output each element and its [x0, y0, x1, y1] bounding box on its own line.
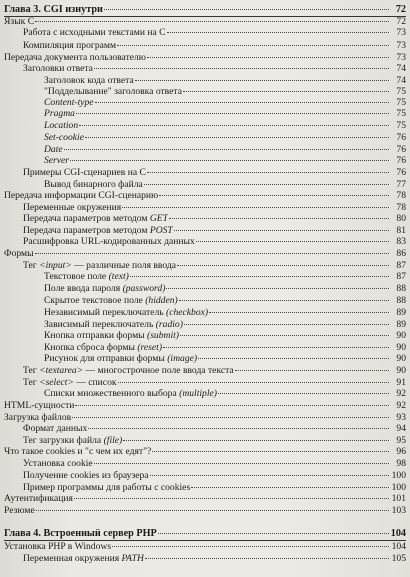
leader-dots [85, 137, 389, 138]
toc-entry-text: Язык С [4, 17, 35, 27]
toc-entry-title [4, 413, 71, 423]
toc-entry-title [23, 41, 116, 51]
toc-entry-text: Текстовое поле [44, 272, 109, 282]
leader-dots [135, 80, 389, 81]
toc-entry-title [23, 459, 93, 469]
toc-entry-text: Передача информации CGI-сценарию [4, 191, 159, 201]
toc-chapter-heading [0, 529, 410, 539]
toc-entry-title [23, 28, 166, 38]
toc-entry [0, 156, 410, 166]
leader-dots [112, 546, 389, 547]
toc-entry [0, 226, 410, 236]
toc-entry-title [44, 109, 75, 119]
toc-entry [0, 87, 410, 97]
toc-entry [0, 272, 410, 282]
toc-page-number: 73 [396, 27, 406, 38]
leader-dots [76, 113, 389, 114]
toc-entry [0, 296, 410, 306]
toc-entry-title [4, 191, 158, 201]
leader-dots [183, 91, 389, 92]
toc-entry-title [44, 121, 78, 131]
toc-entry-title [23, 378, 117, 388]
toc-page-number: 95 [396, 435, 406, 446]
leader-dots [95, 102, 389, 103]
toc-entry [0, 424, 410, 434]
toc-entry-text: Рисунок для отправки формы [44, 354, 168, 364]
toc-entry-text: Аутентификация [4, 494, 73, 504]
toc-page-number: 75 [396, 120, 406, 131]
toc-entry-emphasis: <textarea> [39, 366, 84, 376]
toc-entry-title [4, 249, 34, 259]
toc-page-number: 93 [396, 412, 406, 423]
toc-entry-text: Расшифровка URL-кодированных данных [23, 237, 195, 247]
toc-entry-tail: — список [73, 378, 117, 388]
leader-dots [64, 149, 389, 150]
leader-dots [167, 32, 389, 33]
toc-entry-title [23, 554, 144, 564]
toc-entry [0, 554, 410, 564]
toc-page-number: 90 [396, 353, 406, 364]
leader-dots [158, 533, 389, 534]
toc-entry-text: Кнопка сброса формы [44, 343, 138, 353]
toc-entry-text: Server [44, 156, 70, 166]
toc-entry [0, 354, 410, 364]
toc-entry [0, 261, 410, 271]
toc-page-number: 104 [391, 541, 406, 552]
leader-dots [35, 253, 389, 254]
toc-entry-text: Списки множественного выбора [44, 389, 180, 399]
toc-entry [0, 168, 410, 178]
toc-entry-emphasis: <select> [39, 378, 74, 388]
toc-entry-text: Передача параметров методом [23, 214, 150, 224]
toc-page-number: 75 [396, 97, 406, 108]
toc-page-number: 75 [396, 108, 406, 119]
toc-entry [0, 506, 410, 516]
leader-dots [177, 265, 389, 266]
toc-entry-title [23, 424, 87, 434]
toc-entry-title [23, 436, 122, 446]
leader-dots [191, 487, 389, 488]
toc-entry-title [44, 272, 129, 282]
toc-entry-title [23, 237, 195, 247]
toc-entry-emphasis: POST [149, 226, 173, 236]
toc-page-number: 90 [396, 342, 406, 353]
toc-entry-emphasis: (image) [167, 354, 198, 364]
toc-entry-text: Формы [4, 249, 34, 259]
toc-entry [0, 389, 410, 399]
toc-entry [0, 214, 410, 224]
toc-entry-text: Установка PHP в Windows [4, 542, 112, 552]
toc-page-number: 100 [391, 470, 406, 481]
leader-dots [79, 125, 389, 126]
toc-entry [0, 542, 410, 552]
leader-dots [184, 324, 389, 325]
leader-dots [174, 230, 389, 231]
toc-entry-title [44, 343, 162, 353]
toc-entry [0, 98, 410, 108]
toc-page-number: 103 [391, 505, 406, 516]
toc-entry [0, 459, 410, 469]
toc-entry-text: Тег [23, 366, 40, 376]
toc-page-number: 100 [391, 482, 406, 493]
toc-entry-text: Что такое cookies и "с чем их едят"? [4, 447, 152, 457]
toc-entry-text: Получение cookies из браузера [23, 471, 149, 481]
toc-entry-title [4, 5, 103, 15]
toc-entry [0, 343, 410, 353]
toc-entry-text: Передача параметров методом [23, 226, 150, 236]
leader-dots [75, 405, 389, 406]
toc-entry-text: Зависимый переключатель [44, 320, 156, 330]
toc-page-number: 72 [395, 4, 406, 15]
toc-page-number: 87 [396, 271, 406, 282]
toc-entry-text: Формат данных [23, 424, 88, 434]
toc-entry-title [4, 401, 74, 411]
toc-page-number: 76 [396, 167, 406, 178]
leader-dots [94, 463, 389, 464]
toc-entry-title [44, 180, 143, 190]
toc-entry-emphasis: (reset) [137, 343, 163, 353]
toc-entry-text: Location [44, 121, 79, 131]
leader-dots [196, 241, 389, 242]
toc-entry-text: Глава 3. CGI изнутри [4, 5, 103, 15]
toc-entry [0, 249, 410, 259]
leader-dots [130, 276, 389, 277]
leader-dots [70, 160, 389, 161]
leader-dots [166, 288, 389, 289]
toc-entry-emphasis: GET [149, 214, 168, 224]
toc-page-number: 92 [396, 400, 406, 411]
leader-dots [145, 558, 389, 559]
toc-entry-title [4, 506, 35, 516]
toc-page-number: 94 [396, 423, 406, 434]
toc-entry [0, 76, 410, 86]
toc-page-number: 76 [396, 132, 406, 143]
leader-dots [159, 195, 389, 196]
toc-entry-text: Тег [23, 261, 40, 271]
chapter-rule [4, 540, 406, 541]
toc-entry-title [23, 226, 173, 236]
leader-dots [117, 45, 389, 46]
leader-dots [74, 498, 389, 499]
toc-page-number: 75 [396, 86, 406, 97]
toc-entry-text: "Подделывание" заголовка ответа [44, 87, 182, 97]
toc-entry [0, 180, 410, 190]
toc-page-number: 76 [396, 144, 406, 155]
leader-dots [198, 358, 389, 359]
toc-entry-title [44, 284, 165, 294]
toc-entry [0, 308, 410, 318]
toc-entry-title [23, 64, 93, 74]
leader-dots [235, 370, 389, 371]
toc-page-number: 80 [396, 213, 406, 224]
toc-entry-title [44, 133, 84, 143]
toc-entry-title [44, 354, 197, 364]
toc-entry-tail: — многострочное поле ввода текста [83, 366, 234, 376]
toc-entry-text: Pragma [44, 109, 75, 119]
toc-entry-title [23, 214, 168, 224]
toc-entry-text: Set-cookie [44, 133, 84, 143]
toc-entry-title [23, 261, 176, 271]
toc-entry [0, 41, 410, 51]
toc-entry-text: Резюме [4, 506, 35, 516]
toc-entry-title [23, 366, 234, 376]
toc-entry-title [4, 494, 73, 504]
toc-entry-title [4, 17, 34, 27]
toc-entry-title [4, 447, 151, 457]
toc-entry-title [44, 145, 63, 155]
leader-dots [150, 475, 389, 476]
toc-entry [0, 413, 410, 423]
leader-dots [179, 300, 389, 301]
toc-entry [0, 494, 410, 504]
toc-entry-text: Вывод бинарного файла [44, 180, 143, 190]
toc-entry-title [23, 203, 121, 213]
toc-entry [0, 471, 410, 481]
toc-entry-emphasis: (multiple) [179, 389, 217, 399]
leader-dots [163, 347, 389, 348]
toc-entry-title [4, 529, 157, 539]
leader-dots [147, 57, 389, 58]
toc-page-number: 78 [396, 190, 406, 201]
leader-dots [147, 172, 389, 173]
toc-entry [0, 436, 410, 446]
toc-entry-title [44, 331, 179, 341]
toc-page-number: 91 [396, 377, 406, 388]
leader-dots [144, 184, 389, 185]
toc-page-number: 74 [396, 75, 406, 86]
toc-entry [0, 191, 410, 201]
toc-entry-text: Скрытое текстовое поле [44, 296, 146, 306]
toc-entry-emphasis: (checkbox) [166, 308, 209, 318]
toc-entry-emphasis: (radio) [155, 320, 183, 330]
toc-entry-title [44, 98, 94, 108]
toc-entry [0, 28, 410, 38]
toc-page-number: 105 [391, 553, 406, 564]
toc-chapter-heading [0, 5, 410, 15]
toc-page-number: 90 [396, 330, 406, 341]
toc-page-number: 72 [396, 16, 406, 27]
toc-entry [0, 366, 410, 376]
leader-dots [218, 393, 389, 394]
toc-page-number: 86 [396, 248, 406, 259]
toc-entry [0, 64, 410, 74]
toc-entry [0, 483, 410, 493]
toc-entry-text: Глава 4. Встроенный сервер PHP [4, 529, 157, 539]
toc-page-number: 89 [396, 319, 406, 330]
toc-entry-text: Кнопка отправки формы [44, 331, 147, 341]
leader-dots [72, 417, 389, 418]
chapter-rule [4, 16, 406, 17]
toc-page-number: 81 [396, 225, 406, 236]
toc-page-number: 77 [396, 179, 406, 190]
toc-entry-emphasis: (file) [103, 436, 123, 446]
toc-page-number: 101 [391, 493, 406, 504]
toc-entry-emphasis: (password) [122, 284, 166, 294]
toc-entry-title [44, 87, 182, 97]
toc-entry-tail: — различные поля ввода [71, 261, 177, 271]
toc-page-number: 83 [396, 236, 406, 247]
toc-entry [0, 133, 410, 143]
toc-page-number: 73 [396, 52, 406, 63]
toc-entry [0, 401, 410, 411]
toc-entry [0, 121, 410, 131]
toc-page-number: 90 [396, 365, 406, 376]
toc-entry [0, 331, 410, 341]
toc-page-number: 78 [396, 202, 406, 213]
toc-entry [0, 320, 410, 330]
toc-entry-text: Передача документа пользователю [4, 53, 146, 63]
toc-entry [0, 203, 410, 213]
toc-entry-text: Установка cookie [23, 459, 93, 469]
toc-entry-text: Заголовки ответа [23, 64, 93, 74]
toc-entry-text: Тег загрузки файла [23, 436, 104, 446]
toc-entry-title [44, 156, 69, 166]
toc-entry [0, 145, 410, 155]
toc-entry [0, 447, 410, 457]
leader-dots [180, 335, 389, 336]
leader-dots [118, 382, 389, 383]
toc-page-number: 76 [396, 155, 406, 166]
toc-entry-text: Независимый переключатель [44, 308, 167, 318]
leader-dots [122, 207, 389, 208]
toc-page-number: 92 [396, 388, 406, 399]
toc-entry-title [44, 389, 217, 399]
toc-page-number: 96 [396, 446, 406, 457]
toc-entry-text: HTML-сущности [4, 401, 75, 411]
leader-dots [169, 218, 389, 219]
leader-dots [209, 312, 389, 313]
toc-entry-text: Тег [23, 378, 40, 388]
leader-dots [36, 510, 389, 511]
toc-entry-title [44, 76, 134, 86]
toc-entry-title [44, 308, 208, 318]
toc-page-number: 87 [396, 260, 406, 271]
toc-page-number: 88 [396, 283, 406, 294]
toc-entry-title [44, 320, 183, 330]
leader-dots [123, 440, 389, 441]
toc-entry [0, 378, 410, 388]
toc-entry [0, 284, 410, 294]
toc-page-number: 73 [396, 40, 406, 51]
toc-page-number: 74 [396, 63, 406, 74]
toc-entry-text: Работа с исходными текстами на С [23, 28, 166, 38]
toc-entry-title [23, 483, 190, 493]
toc-entry-title [44, 296, 178, 306]
toc-entry-text: Поле ввода пароля [44, 284, 123, 294]
toc-entry-text: Переменные окружения [23, 203, 122, 213]
toc-entry-emphasis: <input> [39, 261, 72, 271]
toc-entry-emphasis: PATH [121, 554, 144, 564]
toc-entry [0, 53, 410, 63]
toc-page-number: 98 [396, 458, 406, 469]
toc-entry-text: Компиляция программ [23, 41, 117, 51]
toc-entry-emphasis: (submit) [147, 331, 179, 341]
leader-dots [94, 68, 389, 69]
toc-entry-text: Переменная окружения [23, 554, 122, 564]
leader-dots [152, 451, 389, 452]
toc-entry-text: Заголовок кода ответа [44, 76, 134, 86]
toc-entry [0, 17, 410, 27]
toc-entry [0, 109, 410, 119]
toc-entry-text: Загрузка файлов [4, 413, 72, 423]
toc-entry-text: Date [44, 145, 63, 155]
toc-entry-emphasis: (text) [108, 272, 129, 282]
leader-dots [35, 21, 389, 22]
toc-entry-text: Content-type [44, 98, 94, 108]
toc-page-number: 104 [390, 528, 406, 539]
toc-entry-title [4, 53, 146, 63]
toc-entry-title [23, 471, 149, 481]
toc-page-number: 89 [396, 307, 406, 318]
leader-dots [88, 428, 389, 429]
toc-entry [0, 237, 410, 247]
toc-entry-title [23, 168, 146, 178]
toc-entry-title [4, 542, 111, 552]
toc-page-number: 88 [396, 295, 406, 306]
toc-entry-text: Пример программы для работы с cookies [23, 483, 191, 493]
leader-dots [104, 9, 389, 10]
toc-entry-text: Примеры CGI-сценариев на С [23, 168, 146, 178]
toc-entry-emphasis: (hidden) [145, 296, 178, 306]
